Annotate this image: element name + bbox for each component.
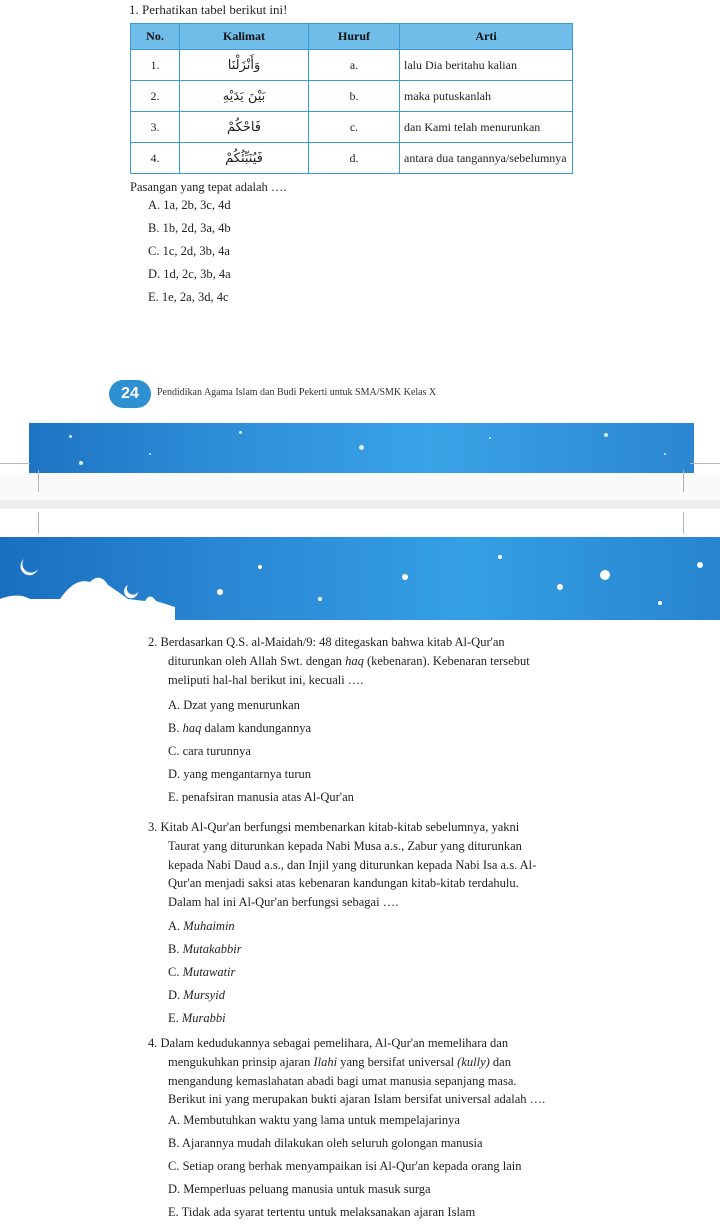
option-letter: D. bbox=[168, 988, 184, 1002]
cell-arti: antara dua tangannya/sebelumnya bbox=[400, 143, 573, 174]
page-gap-shadow bbox=[0, 500, 720, 509]
q4-text: yang bersifat universal bbox=[337, 1054, 458, 1069]
cell-kalimat: وَأَنْزَلْنَا bbox=[180, 50, 309, 81]
q4-text: dan bbox=[489, 1054, 511, 1069]
q3-option-b[interactable] bbox=[168, 942, 242, 965]
q1-option-b[interactable]: B. 1b, 2d, 3a, 4b bbox=[148, 221, 231, 235]
q4-option-b[interactable]: B. Ajarannya mudah dilakukan oleh seluruh golongan manusia bbox=[168, 1136, 483, 1150]
q4-stem bbox=[148, 1034, 592, 1109]
q3-line: 3. Kitab Al-Qur'an berfungsi membenarkan kitab-kitab sebelumnya, yakni bbox=[148, 820, 520, 834]
cell-arti: dan Kami telah menurunkan bbox=[400, 112, 573, 143]
mosque-silhouette-icon bbox=[0, 537, 720, 620]
q4-line bbox=[148, 1053, 592, 1072]
cell-no: 2. bbox=[131, 81, 180, 112]
header-kalimat: Kalimat bbox=[180, 24, 309, 50]
crop-mark bbox=[38, 512, 39, 534]
q2-option-e[interactable]: E. penafsiran manusia atas Al-Qur'an bbox=[168, 790, 354, 804]
option-letter: E. bbox=[168, 1011, 182, 1025]
q2-option-c[interactable]: C. cara turunnya bbox=[168, 744, 251, 758]
option-text: Muhaimin bbox=[183, 919, 235, 933]
q1-option-a[interactable]: A. 1a, 2b, 3c, 4d bbox=[148, 198, 231, 212]
q3-option-e[interactable] bbox=[168, 1011, 242, 1034]
cell-huruf: b. bbox=[309, 81, 400, 112]
q2-options bbox=[168, 698, 354, 813]
cell-arti: maka putuskanlah bbox=[400, 81, 573, 112]
cell-kalimat: فَيُنَبِّئُكُمْ bbox=[180, 143, 309, 174]
q4-line: mengandung kemaslahatan abadi bagi umat manusia sepanjang masa. bbox=[168, 1073, 517, 1088]
q1-option-e[interactable]: E. 1e, 2a, 3d, 4c bbox=[148, 290, 229, 304]
cell-kalimat: فَاحْكُمْ bbox=[180, 112, 309, 143]
header-no: No. bbox=[131, 24, 180, 50]
q3-line: kepada Nabi Daud a.s., dan Injil yang diturunkan kepada Nabi Isa a.s. Al- bbox=[168, 857, 537, 872]
q2-italic: haq bbox=[345, 653, 364, 668]
header-arti: Arti bbox=[400, 24, 573, 50]
q2-text: (kebenaran). Kebenaran tersebut bbox=[363, 653, 530, 668]
q3-options bbox=[168, 919, 242, 1034]
q4-line: Berikut ini yang merupakan bukti ajaran Islam bersifat universal adalah …. bbox=[168, 1092, 546, 1107]
q3-line: Taurat yang diturunkan kepada Nabi Musa a.s., Zabur yang diturunkan bbox=[168, 838, 522, 853]
option-letter: B. bbox=[168, 942, 183, 956]
q3-option-c[interactable] bbox=[168, 965, 242, 988]
option-text: Mursyid bbox=[183, 988, 225, 1002]
option-letter: A. bbox=[168, 919, 184, 933]
q3-option-d[interactable] bbox=[168, 988, 242, 1011]
q3-option-a[interactable] bbox=[168, 919, 242, 942]
q4-option-a[interactable]: A. Membutuhkan waktu yang lama untuk mempelajarinya bbox=[168, 1113, 460, 1127]
q2-line: meliputi hal-hal berikut ini, kecuali …. bbox=[168, 672, 364, 687]
cell-kalimat: بَيْنَ يَدَيْهِ bbox=[180, 81, 309, 112]
q1-stem: Pasangan yang tepat adalah …. bbox=[130, 180, 287, 194]
cell-huruf: d. bbox=[309, 143, 400, 174]
q1-title: 1. Perhatikan tabel berikut ini! bbox=[129, 2, 288, 17]
table-row bbox=[131, 112, 573, 143]
cell-huruf: a. bbox=[309, 50, 400, 81]
option-text: dalam kandungannya bbox=[201, 721, 312, 735]
q2-option-b[interactable] bbox=[168, 721, 354, 744]
table-row bbox=[131, 50, 573, 81]
option-letter: C. bbox=[168, 965, 183, 979]
cell-no: 1. bbox=[131, 50, 180, 81]
q2-stem bbox=[148, 633, 592, 689]
q3-line: Qur'an menjadi saksi atas kebenaran kandungan kitab-kitab terdahulu. bbox=[168, 876, 519, 891]
crop-mark bbox=[690, 463, 720, 464]
crop-mark bbox=[683, 470, 684, 492]
option-text: Mutakabbir bbox=[182, 942, 242, 956]
q2-option-a[interactable]: A. Dzat yang menurunkan bbox=[168, 698, 300, 712]
table-header-row bbox=[131, 24, 573, 50]
table-row bbox=[131, 143, 573, 174]
q3-line: Dalam hal ini Al-Qur'an berfungsi sebagai …. bbox=[168, 895, 399, 910]
cell-huruf: c. bbox=[309, 112, 400, 143]
option-text: Murabbi bbox=[181, 1011, 226, 1025]
header-huruf: Huruf bbox=[309, 24, 400, 50]
q4-option-e[interactable]: E. Tidak ada syarat tertentu untuk melaksanakan ajaran Islam bbox=[168, 1205, 476, 1219]
q2-line: 2. Berdasarkan Q.S. al-Maidah/9: 48 ditegaskan bahwa kitab Al-Qur'an bbox=[148, 635, 505, 649]
q2-line bbox=[148, 652, 592, 671]
q4-options bbox=[168, 1113, 522, 1228]
q4-italic: (kully) bbox=[457, 1054, 490, 1069]
q1-option-d[interactable]: D. 1d, 2c, 3b, 4a bbox=[148, 267, 231, 281]
crop-mark bbox=[38, 470, 39, 492]
cell-arti: lalu Dia beritahu kalian bbox=[400, 50, 573, 81]
q1-option-c[interactable]: C. 1c, 2d, 3b, 4a bbox=[148, 244, 230, 258]
q4-line: 4. Dalam kedudukannya sebagai pemelihara, Al-Qur'an memelihara dan bbox=[148, 1036, 509, 1050]
crop-mark bbox=[0, 463, 30, 464]
vocab-table bbox=[130, 23, 573, 174]
decorative-band-bottom bbox=[0, 537, 720, 620]
q3-stem bbox=[148, 818, 592, 912]
option-text: Mutawatir bbox=[182, 965, 236, 979]
table-row bbox=[131, 81, 573, 112]
q2-text: diturunkan oleh Allah Swt. dengan bbox=[168, 653, 346, 668]
crop-mark bbox=[683, 512, 684, 534]
q4-option-c[interactable]: C. Setiap orang berhak menyampaikan isi Al-Qur'an kepada orang lain bbox=[168, 1159, 522, 1173]
q4-option-d[interactable]: D. Memperluas peluang manusia untuk masuk surga bbox=[168, 1182, 431, 1196]
cell-no: 4. bbox=[131, 143, 180, 174]
q4-italic: Ilahi bbox=[313, 1054, 338, 1069]
q2-option-d[interactable]: D. yang mengantarnya turun bbox=[168, 767, 312, 781]
book-title: Pendidikan Agama Islam dan Budi Pekerti untuk SMA/SMK Kelas X bbox=[157, 387, 437, 398]
page-number-badge: 24 bbox=[109, 380, 151, 408]
cell-no: 3. bbox=[131, 112, 180, 143]
option-letter: B. bbox=[168, 721, 183, 735]
q4-text: mengukuhkan prinsip ajaran bbox=[168, 1054, 314, 1069]
option-italic: haq bbox=[182, 721, 202, 735]
decorative-band-top bbox=[29, 423, 694, 473]
